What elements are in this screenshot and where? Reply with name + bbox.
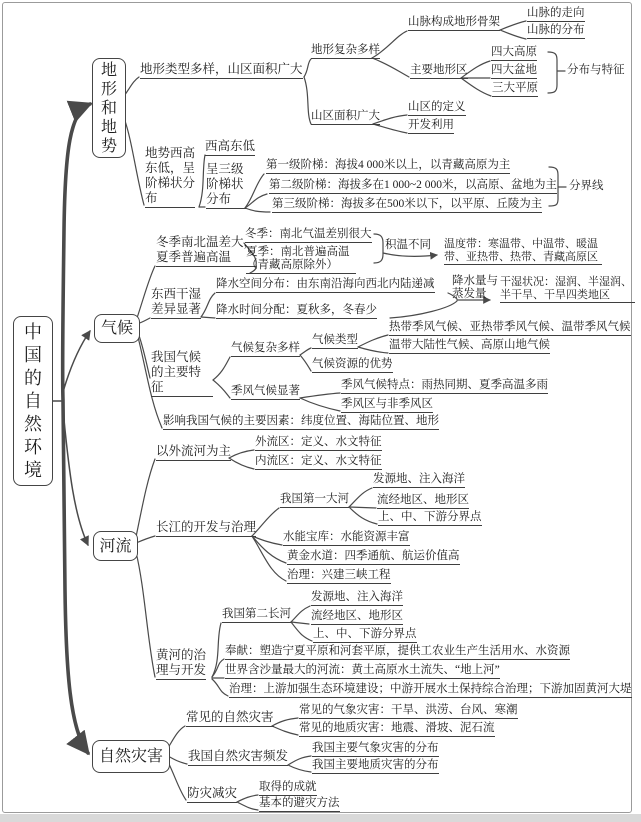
node-outflow-int: 内流区：定义、水文特征	[255, 455, 382, 470]
node-precip-temporal: 降水时间分配：夏秋多，冬春少	[216, 304, 377, 319]
node-accumulated-temp: 积温不同	[385, 239, 431, 251]
node-precip-spatial: 降水空间分布：由东南沿海向西北内陆递减	[216, 278, 435, 293]
node-winter-temp: 冬季：南北气温差别很大	[245, 228, 372, 243]
node-step-1: 第一级阶梯：海拔4 000米以上，以青藏高原为主	[266, 159, 510, 174]
node-meteo-disasters: 常见的气象灾害：干旱、洪涝、台风、寒潮	[299, 704, 518, 719]
node-four-basins: 四大盆地	[491, 64, 537, 79]
node-steps-bracket-label: 分界线	[569, 180, 604, 192]
node-temp-feature: 冬季南北温差大，夏季普遍高温	[156, 235, 256, 267]
node-yangtze-first-river: 我国第一大河	[280, 493, 349, 508]
node-climate-types-continental: 温带大陆性气候、高原山地气候	[389, 339, 550, 354]
branch-disasters-label: 自然灾害	[98, 748, 163, 765]
node-yangtze-points: 上、中、下游分界点	[378, 511, 482, 526]
node-step-3: 第三级阶梯：海拔多在500米以下，以平原、丘陵为主	[272, 198, 542, 213]
node-climate-factors: 影响我国气候的主要因素：纬度位置、海陆位置、地形	[163, 415, 439, 430]
node-dry-wet-status: 干湿状况：湿润、半湿润、半干旱、干旱四类地区	[500, 276, 635, 303]
node-yangtze: 长江的开发与治理	[156, 520, 256, 537]
node-yellow-control: 治理：上游加强生态环境建设；中游开展水土保持综合治理；下游加固黄河大堤	[229, 683, 632, 698]
node-mountain-dist: 山脉的分布	[527, 24, 585, 39]
node-relief: 地势西高东低，呈阶梯状分布	[145, 146, 195, 208]
root-node[interactable]	[13, 316, 53, 486]
trunk-line	[63, 104, 90, 753]
branch-rivers-label: 河流	[99, 537, 132, 555]
node-outflow-ext: 外流区：定义、水文特征	[255, 436, 382, 451]
node-monsoon-feature: 季风气候显著	[231, 385, 300, 400]
node-dry-wet-feature: 东西干湿差异显著	[151, 287, 201, 319]
node-mountain-trend: 山脉的走向	[527, 7, 585, 22]
branch-rivers[interactable]	[93, 531, 138, 561]
branch-disasters[interactable]	[92, 740, 170, 773]
root-label: 中国的自然环境	[23, 321, 42, 480]
node-monsoon-zones: 季风区与非季风区	[341, 398, 433, 413]
node-mountain-development: 开发利用	[408, 119, 454, 134]
node-climate-complex: 气候复杂多样	[231, 342, 300, 357]
node-temp-zones: 温度带：寒温带、中温带、暖温带、亚热带、热带、青藏高原区	[444, 238, 602, 265]
node-outflow: 以外流河为主	[156, 444, 231, 461]
node-meteo-distribution: 我国主要气象灾害的分布	[312, 742, 439, 757]
node-regions-bracket-label: 分布与特征	[567, 64, 625, 76]
node-frequent-disasters: 我国自然灾害频发	[188, 749, 288, 766]
node-yellow-contribution: 奉献：塑造宁夏平原和河套平原，提供工农业生产生活用水、水资源	[225, 645, 570, 660]
node-yellow-regions: 流经地区、地形区	[311, 610, 403, 625]
node-yellow-source: 发源地、注入海洋	[311, 591, 403, 606]
node-yangtze-source: 发源地、注入海洋	[373, 473, 465, 488]
node-geo-distribution: 我国主要地质灾害的分布	[312, 759, 439, 774]
node-landform-regions: 主要地形区	[410, 64, 468, 79]
node-prevention: 防灾减灾	[187, 786, 237, 803]
node-yellow-sediment: 世界含沙量最大的河流：黄土高原水土流失、“地上河”	[225, 664, 500, 679]
branch-terrain[interactable]	[92, 58, 126, 158]
node-yellow-points: 上、中、下游分界点	[313, 628, 417, 643]
node-common-disasters: 常见的自然灾害	[186, 710, 274, 727]
node-yellow-river: 黄河的治理与开发	[156, 648, 206, 680]
node-climate-features: 我国气候的主要特征	[151, 350, 213, 397]
node-precip-evap: 降水量与蒸发量	[452, 275, 498, 300]
node-three-plains: 三大平原	[492, 82, 538, 97]
node-climate-types-monsoon: 热带季风气候、亚热带季风气候、温带季风气候	[389, 321, 631, 336]
node-mountain-area: 山区面积广大	[311, 110, 380, 125]
node-summer-temp: 夏季：南北普遍高温（青藏高原除外）	[246, 246, 356, 274]
branch-terrain-label: 地形和地势	[100, 61, 117, 155]
node-yangtze-waterway: 黄金水道：四季通航、航运价值高	[287, 550, 460, 565]
node-terrain-types: 地形类型多样，山区面积广大	[140, 62, 303, 79]
node-climate-types: 气候类型	[312, 334, 358, 349]
branch-climate-label: 气候	[100, 320, 133, 337]
node-step-2: 第二级阶梯：海拔多在1 000~2 000米，以高原、盆地为主	[269, 179, 557, 194]
node-mountain-definition: 山区的定义	[408, 101, 466, 116]
branch-climate[interactable]	[94, 314, 140, 343]
node-yangtze-regions: 流经地区、地形区	[377, 494, 469, 509]
node-yellow-second-river: 我国第二长河	[222, 608, 291, 623]
node-mountain-skeleton: 山脉构成地形骨架	[408, 16, 500, 31]
node-monsoon-traits: 季风气候特点：雨热同期、夏季高温多雨	[341, 379, 548, 394]
node-prevention-achievements: 取得的成就	[259, 781, 317, 796]
node-four-plateaus: 四大高原	[491, 46, 537, 61]
node-yangtze-hydro: 水能宝库：水能资源丰富	[283, 531, 410, 546]
node-climate-resource: 气候资源的优势	[312, 358, 393, 373]
node-geo-disasters: 常见的地质灾害：地震、滑坡、泥石流	[299, 722, 495, 737]
node-prevention-methods: 基本的避灾方法	[259, 797, 340, 812]
node-terrain-complex: 地形复杂多样	[311, 44, 380, 59]
node-west-high-east-low: 西高东低	[205, 139, 255, 156]
node-three-steps: 呈三级阶梯状分布	[206, 162, 246, 209]
node-yangtze-control: 治理：兴建三峡工程	[287, 569, 391, 584]
